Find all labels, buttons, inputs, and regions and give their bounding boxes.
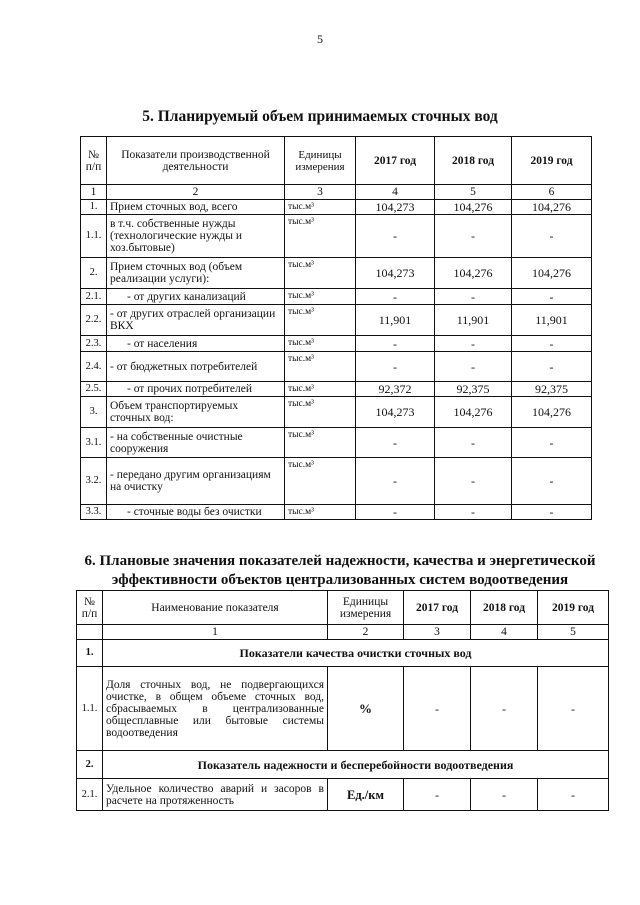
- value-2017: -: [356, 505, 435, 520]
- header-cell: Единицы измерения: [285, 137, 356, 185]
- col-number: 2: [107, 185, 285, 200]
- col-number: 6: [512, 185, 592, 200]
- table-row: [81, 505, 592, 520]
- value-2017: 92,372: [356, 382, 435, 397]
- value-2018: 92,375: [435, 382, 512, 397]
- header-cell: Единицы измерения: [328, 591, 404, 625]
- value-2017: -: [356, 458, 435, 505]
- header-cell: 2018 год: [435, 137, 512, 185]
- header-cell: 2017 год: [356, 137, 435, 185]
- table-header-row: [77, 591, 609, 625]
- group-title: Показатели качества очистки сточных вод: [103, 640, 609, 667]
- row-number: 2.5.: [81, 382, 107, 397]
- value-2017: -: [356, 336, 435, 352]
- value-2017: -: [356, 215, 435, 258]
- header-cell: 2019 год: [538, 591, 609, 625]
- header-cell: № п/п: [81, 137, 107, 185]
- row-unit: тыс.м³: [285, 258, 356, 289]
- row-number: 1.: [81, 200, 107, 215]
- row-unit: тыс.м³: [285, 200, 356, 215]
- group-number: 1.: [77, 640, 103, 667]
- row-name: - от других отраслей организации ВКХ: [107, 305, 285, 336]
- header-cell: 2017 год: [404, 591, 471, 625]
- table-row: [81, 200, 592, 215]
- row-number: 1.1.: [81, 215, 107, 258]
- table-row: [77, 779, 609, 811]
- col-number: 3: [404, 625, 471, 640]
- row-number: 2.4.: [81, 352, 107, 382]
- row-name: - от других канализаций: [107, 289, 285, 305]
- value-2019: -: [538, 667, 609, 751]
- col-number: 5: [435, 185, 512, 200]
- value-2017: -: [356, 352, 435, 382]
- value-2018: -: [435, 505, 512, 520]
- reliability-indicators-table: [76, 590, 609, 811]
- col-number: 5: [538, 625, 609, 640]
- row-name: - на собственные очистные сооружения: [107, 428, 285, 458]
- table-row: [81, 215, 592, 258]
- row-number: 2.2.: [81, 305, 107, 336]
- row-name: в т.ч. собственные нужды (технологические нужды и хоз.бытовые): [107, 215, 285, 258]
- section5-title: 5. Планируемый объем принимаемых сточных вод: [142, 108, 498, 125]
- row-name: Объем транспортируемых сточных вод:: [107, 397, 285, 428]
- group-row: [77, 751, 609, 779]
- col-number: 1: [81, 185, 107, 200]
- row-number: 3.1.: [81, 428, 107, 458]
- row-name: Прием сточных вод (объем реализации услуги):: [107, 258, 285, 289]
- value-2019: -: [538, 779, 609, 811]
- page-number: 5: [317, 32, 323, 46]
- row-unit: тыс.м³: [285, 336, 356, 352]
- value-2019: -: [512, 289, 592, 305]
- value-2018: 104,276: [435, 397, 512, 428]
- value-2018: -: [471, 779, 538, 811]
- value-2019: 104,276: [512, 258, 592, 289]
- table-header-row: [81, 137, 592, 185]
- row-number: 1.1.: [77, 667, 103, 751]
- row-number: 2.1.: [77, 779, 103, 811]
- table-row: [81, 289, 592, 305]
- value-2019: 104,276: [512, 200, 592, 215]
- value-2018: -: [435, 458, 512, 505]
- group-title: Показатель надежности и бесперебойности водоотведения: [103, 751, 609, 779]
- row-number: 3.2.: [81, 458, 107, 505]
- header-cell: Показатели производственной деятельности: [107, 137, 285, 185]
- row-name: - сточные воды без очистки: [107, 505, 285, 520]
- value-2017: -: [404, 779, 471, 811]
- value-2017: 11,901: [356, 305, 435, 336]
- value-2019: 11,901: [512, 305, 592, 336]
- value-2018: -: [435, 352, 512, 382]
- wastewater-volume-table: [80, 136, 592, 520]
- value-2019: -: [512, 352, 592, 382]
- row-unit: тыс.м³: [285, 289, 356, 305]
- value-2017: -: [356, 428, 435, 458]
- table-row: [81, 458, 592, 505]
- value-2019: -: [512, 505, 592, 520]
- row-name: Доля сточных вод, не подвергающихся очистке, в общем объеме сточных вод, сбрасываемых в централизованные общесплавные или бытовые системы водоотведения: [103, 667, 328, 751]
- column-number-row: [81, 185, 592, 200]
- table-row: [81, 258, 592, 289]
- value-2019: -: [512, 336, 592, 352]
- value-2018: -: [471, 667, 538, 751]
- row-number: 3.: [81, 397, 107, 428]
- col-number: 4: [356, 185, 435, 200]
- header-cell: Наименование показателя: [103, 591, 328, 625]
- value-2018: 104,276: [435, 200, 512, 215]
- row-name: Удельное количество аварий и засоров в расчете на протяженность: [103, 779, 328, 811]
- col-number-empty: [77, 625, 103, 640]
- row-unit: тыс.м³: [285, 505, 356, 520]
- table-row: [81, 305, 592, 336]
- row-number: 3.3.: [81, 505, 107, 520]
- row-unit: Ед./км: [328, 779, 404, 811]
- table-row: [81, 428, 592, 458]
- value-2017: -: [404, 667, 471, 751]
- value-2019: 92,375: [512, 382, 592, 397]
- row-number: 2.3.: [81, 336, 107, 352]
- table-row: [77, 667, 609, 751]
- header-cell: 2018 год: [471, 591, 538, 625]
- group-row: [77, 640, 609, 667]
- table-row: [81, 352, 592, 382]
- table-row: [81, 336, 592, 352]
- value-2018: -: [435, 215, 512, 258]
- row-unit: тыс.м³: [285, 352, 356, 382]
- value-2017: 104,273: [356, 200, 435, 215]
- value-2018: -: [435, 336, 512, 352]
- value-2017: 104,273: [356, 397, 435, 428]
- col-number: 2: [328, 625, 404, 640]
- col-number: 3: [285, 185, 356, 200]
- value-2017: -: [356, 289, 435, 305]
- row-name: - от населения: [107, 336, 285, 352]
- section6-title: 6. Плановые значения показателей надежности, качества и энергетической эффективности объектов централизованных систем водоотведения: [84, 553, 596, 588]
- value-2018: 11,901: [435, 305, 512, 336]
- row-number: 2.1.: [81, 289, 107, 305]
- column-number-row: [77, 625, 609, 640]
- table-row: [81, 382, 592, 397]
- row-unit: тыс.м³: [285, 458, 356, 505]
- value-2018: -: [435, 289, 512, 305]
- value-2019: -: [512, 458, 592, 505]
- header-cell: 2019 год: [512, 137, 592, 185]
- value-2019: -: [512, 428, 592, 458]
- value-2019: -: [512, 215, 592, 258]
- row-name: - от бюджетных потребителей: [107, 352, 285, 382]
- row-unit: тыс.м³: [285, 428, 356, 458]
- table-row: [81, 397, 592, 428]
- value-2018: -: [435, 428, 512, 458]
- col-number: 1: [103, 625, 328, 640]
- header-cell: № п/п: [77, 591, 103, 625]
- row-name: - от прочих потребителей: [107, 382, 285, 397]
- value-2017: 104,273: [356, 258, 435, 289]
- row-name: - передано другим организациям на очистку: [107, 458, 285, 505]
- group-number: 2.: [77, 751, 103, 779]
- value-2019: 104,276: [512, 397, 592, 428]
- row-unit: тыс.м³: [285, 215, 356, 258]
- row-name: Прием сточных вод, всего: [107, 200, 285, 215]
- row-number: 2.: [81, 258, 107, 289]
- value-2018: 104,276: [435, 258, 512, 289]
- row-unit: %: [328, 667, 404, 751]
- row-unit: тыс.м³: [285, 397, 356, 428]
- row-unit: тыс.м³: [285, 305, 356, 336]
- row-unit: тыс.м³: [285, 382, 356, 397]
- col-number: 4: [471, 625, 538, 640]
